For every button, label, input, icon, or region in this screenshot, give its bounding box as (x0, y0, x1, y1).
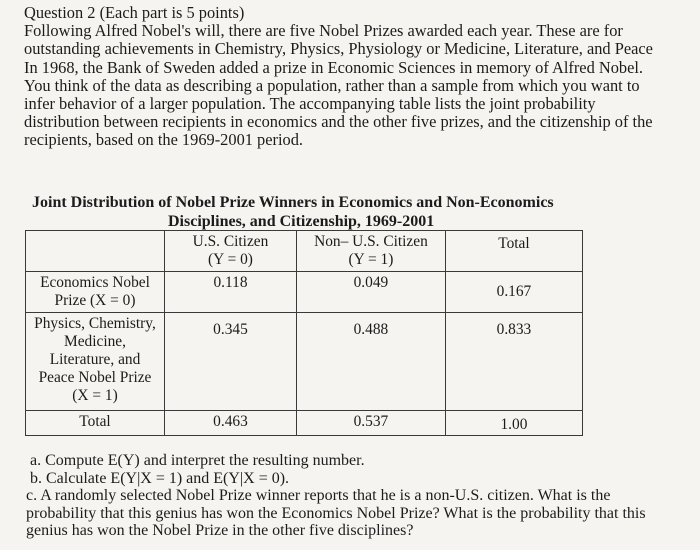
intro-line: infer behavior of a larger population. The accompanying table lists the joint probability (24, 94, 596, 114)
table-cell: 0.537 (296, 410, 445, 435)
intro-line: Following Alfred Nobel's will, there are five Nobel Prizes awarded each year. These are for (24, 21, 623, 41)
question-parts (26, 452, 696, 540)
question-part-c-line: probability that this genius has won the Economics Nobel Prize? What is the probability that this (26, 504, 646, 522)
intro-line: outstanding achievements in Chemistry, Physics, Physiology or Medicine, Literature, and Peace (24, 39, 653, 59)
table-title-line: Disciplines, and Citizenship, 1969-2001 (168, 212, 435, 230)
table-row (26, 313, 583, 411)
intro-line: distribution between recipients in economics and the other five prizes, and the citizenship of the (24, 112, 653, 132)
intro-line: recipients, based on the 1969-2001 period. (24, 130, 304, 150)
table-cell: 0.463 (165, 410, 297, 435)
header-us-citizen: U.S. Citizen (Y = 0) (165, 231, 297, 272)
table-title-line: Joint Distribution of Nobel Prize Winners in Economics and Non-Economics (32, 194, 554, 211)
table-cell: 0.488 (296, 313, 445, 411)
table-header-row (26, 231, 583, 272)
row-label-economics: Economics Nobel Prize (X = 0) (26, 272, 165, 313)
table-total-row (26, 410, 583, 435)
header-empty-cell (26, 231, 165, 272)
table-title (32, 194, 632, 231)
header-total: Total (445, 231, 582, 272)
table-cell: 0.345 (165, 313, 297, 411)
table-cell: 0.118 (165, 272, 297, 313)
question-heading: Question 2 (Each part is 5 points) (24, 3, 245, 22)
question-part-b: b. Calculate E(Y|X = 1) and E(Y|X = 0). (30, 469, 290, 487)
joint-distribution-table (25, 230, 583, 436)
row-label-total: Total (26, 410, 165, 435)
row-label-other-prizes: Physics, Chemistry, Medicine, Literature, and Peace Nobel Prize (X = 1) (26, 313, 165, 411)
intro-line: You think of the data as describing a population, rather than a sample from which you want to (24, 75, 640, 95)
table-cell: 0.049 (296, 272, 445, 313)
header-non-us-citizen: Non– U.S. Citizen (Y = 1) (296, 231, 445, 272)
table-cell: 1.00 (445, 410, 582, 435)
table-row (26, 272, 583, 313)
intro-line: In 1968, the Bank of Sweden added a prize in Economic Sciences in memory of Alfred Nobel. (24, 57, 644, 77)
question-part-c-line: c. A randomly selected Nobel Prize winner reports that he is a non-U.S. citizen. What is the (26, 487, 611, 505)
question-part-a: a. Compute E(Y) and interpret the resulting number. (30, 452, 365, 469)
question-part-c-line: genius has won the Nobel Prize in the other five disciplines? (26, 522, 414, 540)
table-cell: 0.167 (445, 272, 582, 313)
question-intro (24, 4, 696, 150)
table-cell: 0.833 (445, 313, 582, 411)
